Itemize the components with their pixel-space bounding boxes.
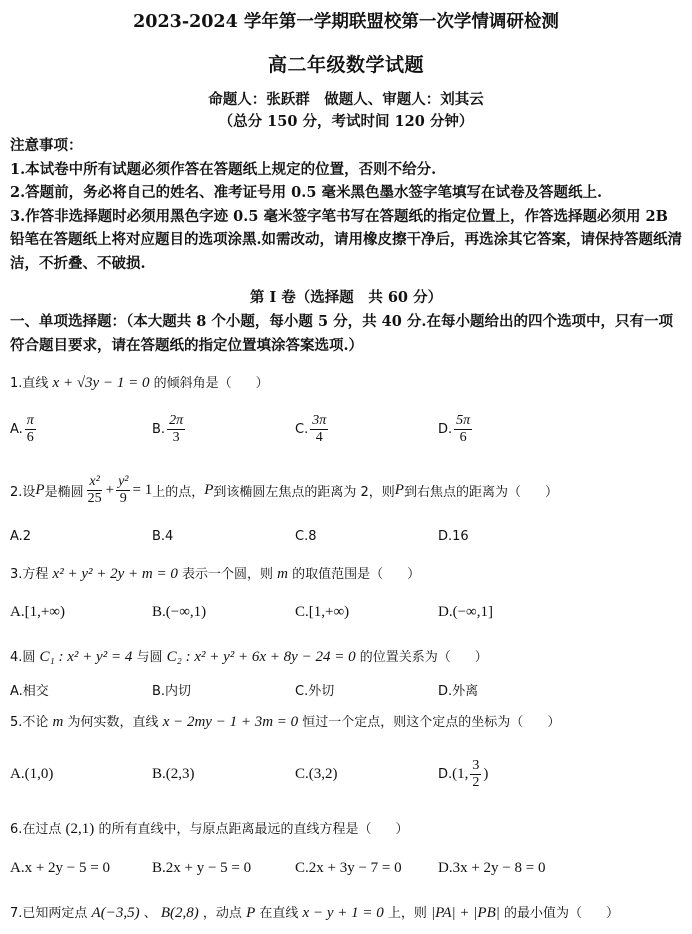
q2-options: [10, 525, 690, 547]
question-4: [10, 646, 488, 666]
notes-item: 1.本试卷中所有试题必须作答在答题纸上规定的位置，否则不给分.: [10, 160, 437, 178]
frac-num: 3π: [312, 412, 327, 428]
q7-point-b: B(2,8): [160, 905, 199, 921]
fraction: [310, 413, 328, 446]
notes-item: 3.作答非选择题时必须用黑色字迹 0.5 毫米签字笔书写在答题纸的指定位置上，作答选择题必须用 2B 铅笔在答题纸上将对应题目的选项涂黑.如需改动，请用橡皮擦干净后，再选涂其它答案，请保持答题纸清洁，不折叠、不破损.: [10, 207, 683, 272]
q1-pre: 1.直线: [10, 376, 49, 391]
q2-post3: 到右焦点的距离为（: [403, 485, 521, 500]
option-label: A.: [10, 421, 23, 437]
frac-den: 9: [119, 491, 127, 506]
q2-var-p: P: [394, 482, 404, 498]
frac-den: 4: [315, 429, 323, 445]
question-6: [10, 818, 408, 838]
fraction: [470, 758, 481, 791]
q1-post: 的倾斜角是（: [153, 376, 232, 391]
q3-end: ）: [407, 567, 421, 582]
fraction: [86, 474, 104, 507]
q5-mid: 为何实数，直线: [67, 715, 159, 730]
frac-num: 2π: [169, 412, 184, 428]
q1-options: [10, 414, 690, 444]
q7-line: x − y + 1 = 0: [302, 905, 384, 921]
q5-var-m: m: [52, 714, 64, 730]
frac-num: y²: [118, 474, 129, 489]
q1-option-a[interactable]: [10, 414, 38, 444]
q5-option-a[interactable]: A.(1,0): [10, 765, 54, 782]
q2-option-d[interactable]: D.16: [438, 528, 469, 544]
q7-mid3: 上，则: [387, 906, 427, 921]
q5-d-post: ): [483, 765, 489, 782]
q4-option-d[interactable]: D.外离: [438, 683, 479, 699]
q3-expr: x² + y² + 2y + m = 0: [52, 566, 178, 582]
question-2: [10, 474, 558, 507]
q4-options: [10, 678, 690, 700]
q2-post1: 上的点，: [152, 485, 205, 500]
fraction: [454, 413, 472, 446]
q4-circle-1: C₁ : x² + y² = 4: [39, 649, 133, 665]
q5-post: 恒过一个定点，则这个定点的坐标为（: [302, 715, 524, 730]
fraction: [167, 413, 185, 446]
q7-sep: 、: [143, 906, 157, 921]
q3-option-a[interactable]: A.[1,+∞): [10, 603, 65, 620]
q6-option-b[interactable]: B.2x + y − 5 = 0: [152, 859, 252, 876]
q5-expr: x − 2my − 1 + 3m = 0: [162, 714, 299, 730]
frac-den: 25: [87, 491, 102, 506]
notes-heading: 注意事项：: [10, 137, 83, 154]
q5-option-c[interactable]: C.(3,2): [295, 765, 338, 782]
q5-option-d[interactable]: [438, 755, 488, 793]
q6-option-d[interactable]: D.3x + 2y − 8 = 0: [438, 859, 546, 876]
exam-subtitle: 高二年级数学试题: [267, 54, 424, 76]
q4-post: 的位置关系为（: [359, 650, 451, 665]
q2-var-p: P: [35, 482, 45, 498]
q7-mid: ，动点: [202, 906, 242, 921]
q1-option-c[interactable]: [295, 414, 330, 444]
q5-options: [10, 755, 690, 793]
q6-options: [10, 856, 690, 880]
frac-den: 6: [26, 429, 34, 445]
frac-den: 2: [472, 774, 480, 790]
q5-option-b[interactable]: B.(2,3): [152, 765, 195, 782]
q1-expr: x + √3y − 1 = 0: [52, 375, 150, 391]
q2-eq: = 1: [132, 482, 153, 498]
notes-block: [10, 134, 686, 276]
question-1: [10, 372, 269, 392]
q7-pre: 7.已知两定点: [10, 906, 88, 921]
q5-pre: 5.不论: [10, 715, 49, 730]
q2-var-p: P: [204, 482, 214, 498]
option-label: D.: [438, 421, 453, 437]
q3-var-m: m: [277, 566, 288, 582]
frac-num: 3: [472, 757, 480, 773]
option-label: C.: [295, 421, 309, 437]
q3-option-d[interactable]: D.(−∞,1]: [438, 603, 493, 620]
q4-option-b[interactable]: B.内切: [152, 683, 192, 699]
q6-option-c[interactable]: C.2x + 3y − 7 = 0: [295, 859, 402, 876]
q2-option-c[interactable]: C.8: [295, 528, 317, 544]
question-3: [10, 563, 420, 583]
q1-option-b[interactable]: [152, 414, 187, 444]
q7-expr: |PA| + |PB|: [431, 905, 500, 921]
q4-circle-2: C₂ : x² + y² + 6x + 8y − 24 = 0: [166, 649, 356, 665]
q6-pre: 6.在过点: [10, 822, 62, 837]
q6-end: ）: [395, 822, 409, 837]
q4-option-a[interactable]: A.相交: [10, 683, 49, 699]
q1-option-d[interactable]: [438, 414, 474, 444]
q6-point: (2,1): [65, 821, 95, 837]
q4-mid: 与圆: [136, 650, 163, 665]
frac-den: 3: [172, 429, 180, 445]
q3-post: 表示一个圆，则: [181, 567, 273, 582]
q2-post2: 到该椭圆左焦点的距离为 2，则: [213, 485, 395, 500]
option-label: B.: [152, 421, 166, 437]
q2-mid: 是椭圆: [44, 485, 84, 500]
exam-title: 2023-2024 学年第一学期联盟校第一次学情调研检测: [133, 12, 559, 32]
q4-option-c[interactable]: C.外切: [295, 683, 335, 699]
frac-num: x²: [89, 474, 100, 489]
q1-end: ）: [255, 376, 269, 391]
frac-num: π: [26, 412, 34, 428]
q7-point-a: A(−3,5): [91, 905, 140, 921]
q2-option-a[interactable]: A.2: [10, 528, 32, 544]
q3-post2: 的取值范围是（: [292, 567, 384, 582]
q3-option-b[interactable]: B.(−∞,1): [152, 603, 207, 620]
q5-end: ）: [547, 715, 561, 730]
q4-pre: 4.圆: [10, 650, 36, 665]
q7-mid2: 在直线: [259, 906, 299, 921]
q7-var-p: P: [246, 905, 256, 921]
q7-end: ）: [606, 906, 620, 921]
notes-item: 2.答题前，务必将自己的姓名、准考证号用 0.5 毫米黑色墨水签字笔填写在试卷及答题纸上.: [10, 184, 603, 202]
q5-d-pre: (1,: [452, 765, 469, 782]
question-7: [10, 902, 619, 922]
q2-pre: 2.设: [10, 485, 36, 500]
section-heading: 一、单项选择题：（本大题共 8 个小题，每小题 5 分，共 40 分.在每小题给出的四个选项中，只有一项符合题目要求，请在答题纸的指定位置填涂答案选项.）: [10, 313, 673, 354]
q4-end: ）: [474, 650, 488, 665]
question-5: [10, 711, 560, 731]
frac-num: 5π: [456, 412, 471, 428]
fraction: [25, 413, 36, 446]
frac-den: 6: [459, 429, 467, 445]
fraction: [116, 474, 130, 507]
q7-post: 的最小值为（: [504, 906, 583, 921]
q3-options: [10, 600, 690, 624]
part-heading: 第 I 卷（选择题 共 60 分）: [249, 289, 443, 306]
q2-option-b[interactable]: B.4: [152, 528, 174, 544]
q3-option-c[interactable]: C.[1,+∞): [295, 603, 350, 620]
option-label: D.: [438, 766, 453, 782]
q2-plus: +: [105, 482, 115, 498]
exam-info: （总分 150 分，考试时间 120 分钟）: [218, 113, 474, 130]
q6-option-a[interactable]: A.x + 2y − 5 = 0: [10, 859, 110, 876]
q2-end: ）: [544, 485, 558, 500]
q3-pre: 3.方程: [10, 567, 49, 582]
q6-post: 的所有直线中，与原点距离最远的直线方程是（: [98, 822, 372, 837]
exam-authors: 命题人：张跃群 做题人、审题人：刘其云: [208, 91, 484, 108]
